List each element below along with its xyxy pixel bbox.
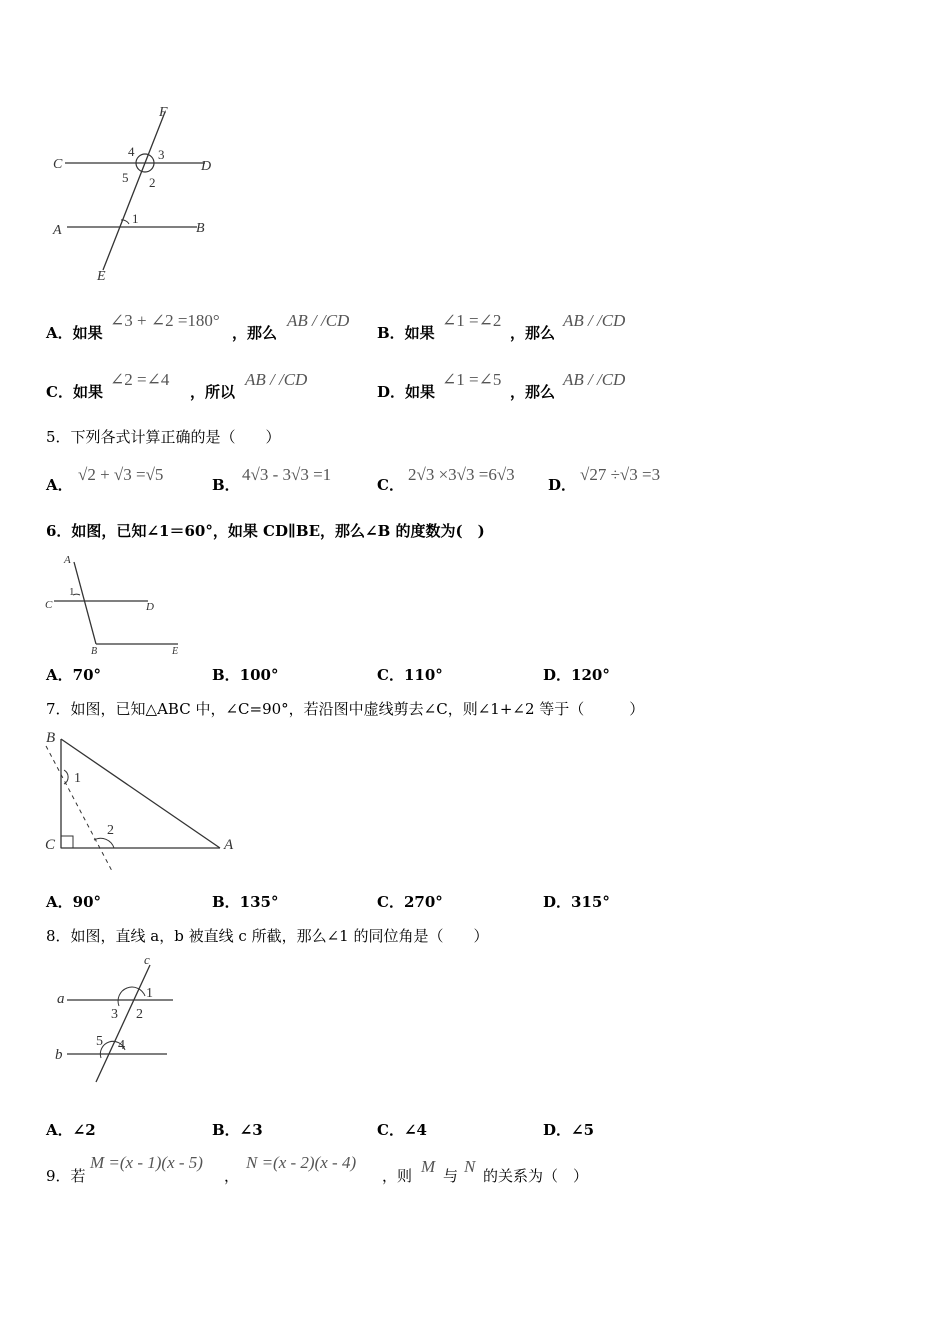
q6-label-B: B xyxy=(91,646,98,657)
q5-option-a[interactable]: A． xyxy=(46,476,73,494)
q6-option-d[interactable]: D．120° xyxy=(543,666,610,684)
q9-sep: ， xyxy=(224,1167,240,1185)
q8-option-b[interactable]: B．∠3 xyxy=(212,1121,263,1139)
q4-figure xyxy=(45,100,230,290)
q9-mid: ，则 xyxy=(382,1167,413,1185)
q8-label-5: 5 xyxy=(96,1034,103,1049)
q8-label-a: a xyxy=(57,991,65,1007)
q5-a-expr: √2 + √3 =√5 xyxy=(78,465,164,484)
q8-label-4: 4 xyxy=(118,1038,125,1053)
q4-c-mid: ，所以 xyxy=(190,383,236,401)
q4-b-letter: B．如果 xyxy=(377,324,435,342)
q5-option-c[interactable]: C． xyxy=(377,476,404,494)
q4-label-D: D xyxy=(201,159,212,174)
q6-option-b[interactable]: B．100° xyxy=(212,666,279,684)
q4-label-A: A xyxy=(53,223,62,238)
q9-suffix: 的关系为（ ） xyxy=(483,1167,589,1185)
q9-yu: 与 xyxy=(443,1167,459,1185)
q4-d-letter: D．如果 xyxy=(377,383,436,401)
q6-option-a[interactable]: A．70° xyxy=(46,666,102,684)
q4-c-concl: AB / /CD xyxy=(245,370,308,389)
q7-label-2: 2 xyxy=(107,823,114,838)
q7-figure xyxy=(40,728,240,878)
q7-stem: 7．如图，已知△ABC 中，∠C=90°，若沿图中虚线剪去∠C，则∠1+∠2 等于（ ） xyxy=(46,700,645,718)
q8-label-b: b xyxy=(55,1047,63,1063)
q8-option-c[interactable]: C．∠4 xyxy=(377,1121,427,1139)
q9-prefix: 9．若 xyxy=(46,1167,86,1185)
q6-label-C: C xyxy=(45,599,53,611)
q9-m: M xyxy=(421,1157,436,1176)
q4-d-concl: AB / /CD xyxy=(563,370,626,389)
q4-c-letter: C．如果 xyxy=(46,383,103,401)
q4-angle-4: 4 xyxy=(128,144,135,159)
q6-label-1: 1 xyxy=(69,586,75,598)
q8-stem: 8．如图，直线 a，b 被直线 c 所截，那么∠1 的同位角是（ ） xyxy=(46,927,489,945)
q4-label-C: C xyxy=(53,157,63,172)
q4-b-mid: ，那么 xyxy=(510,324,556,342)
q4-a-letter: A．如果 xyxy=(46,324,103,342)
q7-label-B: B xyxy=(46,730,56,746)
q7-label-C: C xyxy=(45,837,56,853)
q5-c-expr: 2√3 ×3√3 =6√3 xyxy=(408,465,515,484)
q6-figure xyxy=(44,550,189,660)
q8-figure xyxy=(45,950,190,1090)
q4-label-B: B xyxy=(196,221,205,236)
q4-label-F: F xyxy=(159,105,168,120)
q5-d-expr: √27 ÷√3 =3 xyxy=(580,465,661,484)
q7-label-A: A xyxy=(224,837,234,853)
q5-stem: 5．下列各式计算正确的是（ ） xyxy=(46,428,281,446)
q4-a-cond: ∠3 + ∠2 =180° xyxy=(110,311,220,330)
q4-angle-3: 3 xyxy=(158,147,165,162)
q4-a-concl: AB / /CD xyxy=(287,311,350,330)
q6-stem: 6．如图，已知∠1＝60°，如果 CD∥BE，那么∠B 的度数为( ) xyxy=(46,522,485,540)
q8-label-c: c xyxy=(144,952,150,967)
q4-b-cond: ∠1 =∠2 xyxy=(442,311,502,330)
q4-option-d[interactable] xyxy=(377,382,435,402)
q4-d-cond: ∠1 =∠5 xyxy=(442,370,502,389)
q6-label-D: D xyxy=(146,601,154,613)
q8-label-1: 1 xyxy=(146,986,153,1001)
q4-option-c[interactable] xyxy=(46,382,103,402)
q5-b-expr: 4√3 - 3√3 =1 xyxy=(242,465,332,484)
q4-angle-1: 1 xyxy=(132,211,139,226)
q7-option-a[interactable]: A．90° xyxy=(46,893,102,911)
q6-label-E: E xyxy=(172,646,179,657)
q4-option-b[interactable] xyxy=(377,323,435,343)
q4-a-mid: ，那么 xyxy=(232,324,278,342)
q7-label-1: 1 xyxy=(74,771,81,786)
q7-option-b[interactable]: B．135° xyxy=(212,893,279,911)
q7-option-d[interactable]: D．315° xyxy=(543,893,610,911)
q6-label-A: A xyxy=(64,554,71,566)
q5-option-d[interactable]: D． xyxy=(548,476,577,494)
q4-b-concl: AB / /CD xyxy=(563,311,626,330)
q8-option-a[interactable]: A．∠2 xyxy=(46,1121,96,1139)
q4-angle-2: 2 xyxy=(149,175,156,190)
q7-option-c[interactable]: C．270° xyxy=(377,893,443,911)
q8-label-3: 3 xyxy=(111,1007,118,1022)
q5-option-b[interactable]: B． xyxy=(212,476,240,494)
q8-label-2: 2 xyxy=(136,1007,143,1022)
q8-option-d[interactable]: D．∠5 xyxy=(543,1121,595,1139)
q4-c-cond: ∠2 =∠4 xyxy=(110,370,170,389)
q6-option-c[interactable]: C．110° xyxy=(377,666,443,684)
q4-option-a[interactable] xyxy=(46,323,103,343)
q4-label-E: E xyxy=(97,269,106,284)
q9-n: N xyxy=(464,1157,476,1176)
q9-n-expr: N =(x - 2)(x - 4) xyxy=(246,1153,357,1172)
q4-d-mid: ，那么 xyxy=(510,383,556,401)
q9-m-expr: M =(x - 1)(x - 5) xyxy=(90,1153,203,1172)
q4-angle-5: 5 xyxy=(122,170,129,185)
